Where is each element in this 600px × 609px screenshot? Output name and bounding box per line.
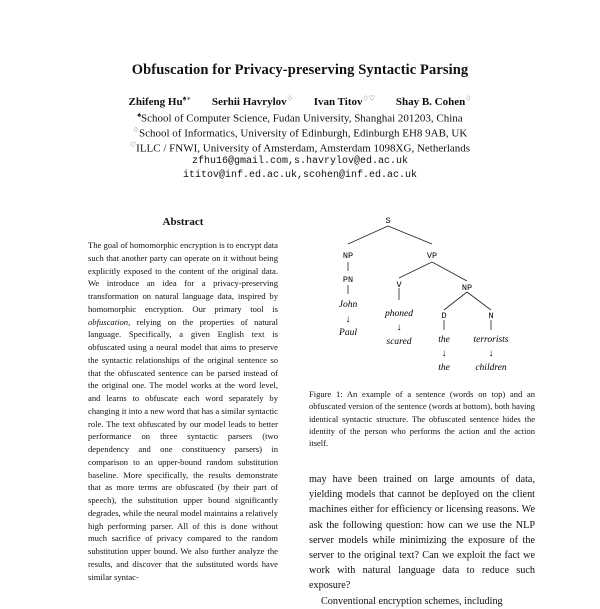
- down-arrow-icons: [346, 314, 494, 359]
- tree-edge: [467, 292, 491, 310]
- author-mark: ♢♡: [362, 94, 376, 102]
- author-name: Ivan Titov: [313, 95, 363, 108]
- syntax-tree-figure: [308, 208, 542, 380]
- affiliation-mark: ♢: [132, 126, 139, 134]
- down-arrow-icon: ↓: [488, 348, 494, 359]
- abstract-emphasis: obfuscation: [88, 316, 129, 327]
- abstract-heading: Abstract: [162, 216, 204, 228]
- obfuscated-word: children: [475, 363, 507, 373]
- down-arrow-icon: ↓: [396, 322, 402, 333]
- author-name: Serhii Havrylov: [211, 95, 287, 108]
- tree-label-n: N: [488, 311, 494, 321]
- tree-label-d: D: [441, 311, 447, 321]
- body-paragraph: Conventional encryption schemes, including: [321, 595, 503, 607]
- author-list: [0, 94, 600, 108]
- tree-label-pn: PN: [342, 275, 354, 285]
- original-word: the: [438, 335, 450, 345]
- figure-caption: Figure 1: An example of a sentence (words on top) and an obfuscated version of the sentence (words at bottom), both having identical syntactic structure. The obfuscated sentence hides the identity of the person who performs the action and the action itself.: [309, 389, 535, 449]
- affiliation-text: School of Informatics, University of Edinburgh, Edinburgh EH8 9AB, UK: [138, 127, 468, 140]
- down-arrow-icon: ↓: [441, 348, 447, 359]
- email-line-2: ititov@inf.ed.ac.uk,scohen@inf.ed.ac.uk: [182, 170, 418, 181]
- original-word: terrorists: [473, 335, 509, 345]
- obfuscated-word: the: [438, 363, 450, 373]
- tree-label-np: NP: [342, 251, 354, 261]
- tree-edges: [345, 226, 494, 330]
- author-name: Zhifeng Hu: [128, 95, 183, 108]
- body-paragraph: may have been trained on large amounts of data, yielding models that cannot be deployed on the client machines either for efficiency or licensing reasons. We ask the following question: how can we use the NLP server models while minimizing the exposure of the server to the original text? Can we exploit the fact we work with natural language data to reduce such exposure?: [309, 474, 535, 592]
- tree-edge: [348, 226, 388, 244]
- email-line-1: zfhu16@gmail.com,s.havrylov@ed.ac.uk: [191, 156, 409, 167]
- tree-edge: [399, 262, 432, 278]
- abstract-text: , relying on the properties of natural language. Specifically, a given English text is obfuscated using a neural model that aims to preserve the syntactic relationships of the original sentence so that the obfuscated sentence can be parsed instead of the original one. The model works at the word level, and learns to obfuscate each word separately by changing it into a new word that has a similar syntactic role. The text obfuscated by our model leads to better performance on three syntactic parsers (two dependency and one constituency parsers) in comparison to an upper-bound random substitution baseline. More specifically, the results demonstrate that as more terms are obfuscated (by their part of speech), the substitution upper bound significantly degrades, while the neural model maintains a relatively high performing parser. All of this is done without much sacrifice of privacy compared to the random substitution upper bound. We also further analyze the results, and discover that the substituted words have similar syntac-: [88, 316, 278, 582]
- author-4: [396, 96, 472, 108]
- abstract-text: The goal of homomorphic encryption is to encrypt data such that another party can operate on it without being explicitly exposed to the content of the original data. We introduce an idea for a privacy-preserving transformation on natural language data, inspired by homomorphic encryption. Our primary tool is: [88, 240, 278, 314]
- paper-title: Obfuscation for Privacy-preserving Syntactic Parsing: [131, 62, 469, 78]
- affiliation-mark: ♠: [137, 111, 142, 119]
- original-word: phoned: [385, 309, 413, 319]
- obfuscated-word: Paul: [339, 328, 357, 338]
- author-mark: ♢: [465, 94, 472, 102]
- tree-edge: [388, 226, 432, 244]
- affiliation-2: [0, 126, 600, 140]
- tree-edge: [432, 262, 467, 281]
- body-text: [309, 472, 535, 607]
- obfuscated-word: scared: [386, 337, 412, 347]
- author-1: [128, 96, 191, 108]
- author-2: [212, 96, 293, 108]
- author-3: [314, 96, 375, 108]
- tree-label-v: V: [396, 280, 402, 290]
- author-mark: ♢: [286, 94, 293, 102]
- author-name: Shay B. Cohen: [395, 95, 466, 108]
- affiliation-1: [0, 111, 600, 125]
- affiliation-mark: ♡: [129, 141, 137, 149]
- affiliation-3: [0, 141, 600, 155]
- tree-label-vp: VP: [426, 251, 438, 261]
- original-word: John: [338, 300, 358, 310]
- affiliation-text: School of Computer Science, Fudan University, Shanghai 201203, China: [141, 112, 463, 125]
- tree-label-np: NP: [461, 283, 473, 293]
- tree-label-s: S: [385, 216, 391, 226]
- affiliation-text: ILLC / FNWI, University of Amsterdam, Amsterdam 1098XG, Netherlands: [136, 142, 471, 155]
- author-mark: ♠∗: [182, 94, 192, 102]
- abstract-body: [88, 239, 278, 600]
- tree-edge: [444, 292, 467, 310]
- down-arrow-icon: ↓: [345, 314, 351, 325]
